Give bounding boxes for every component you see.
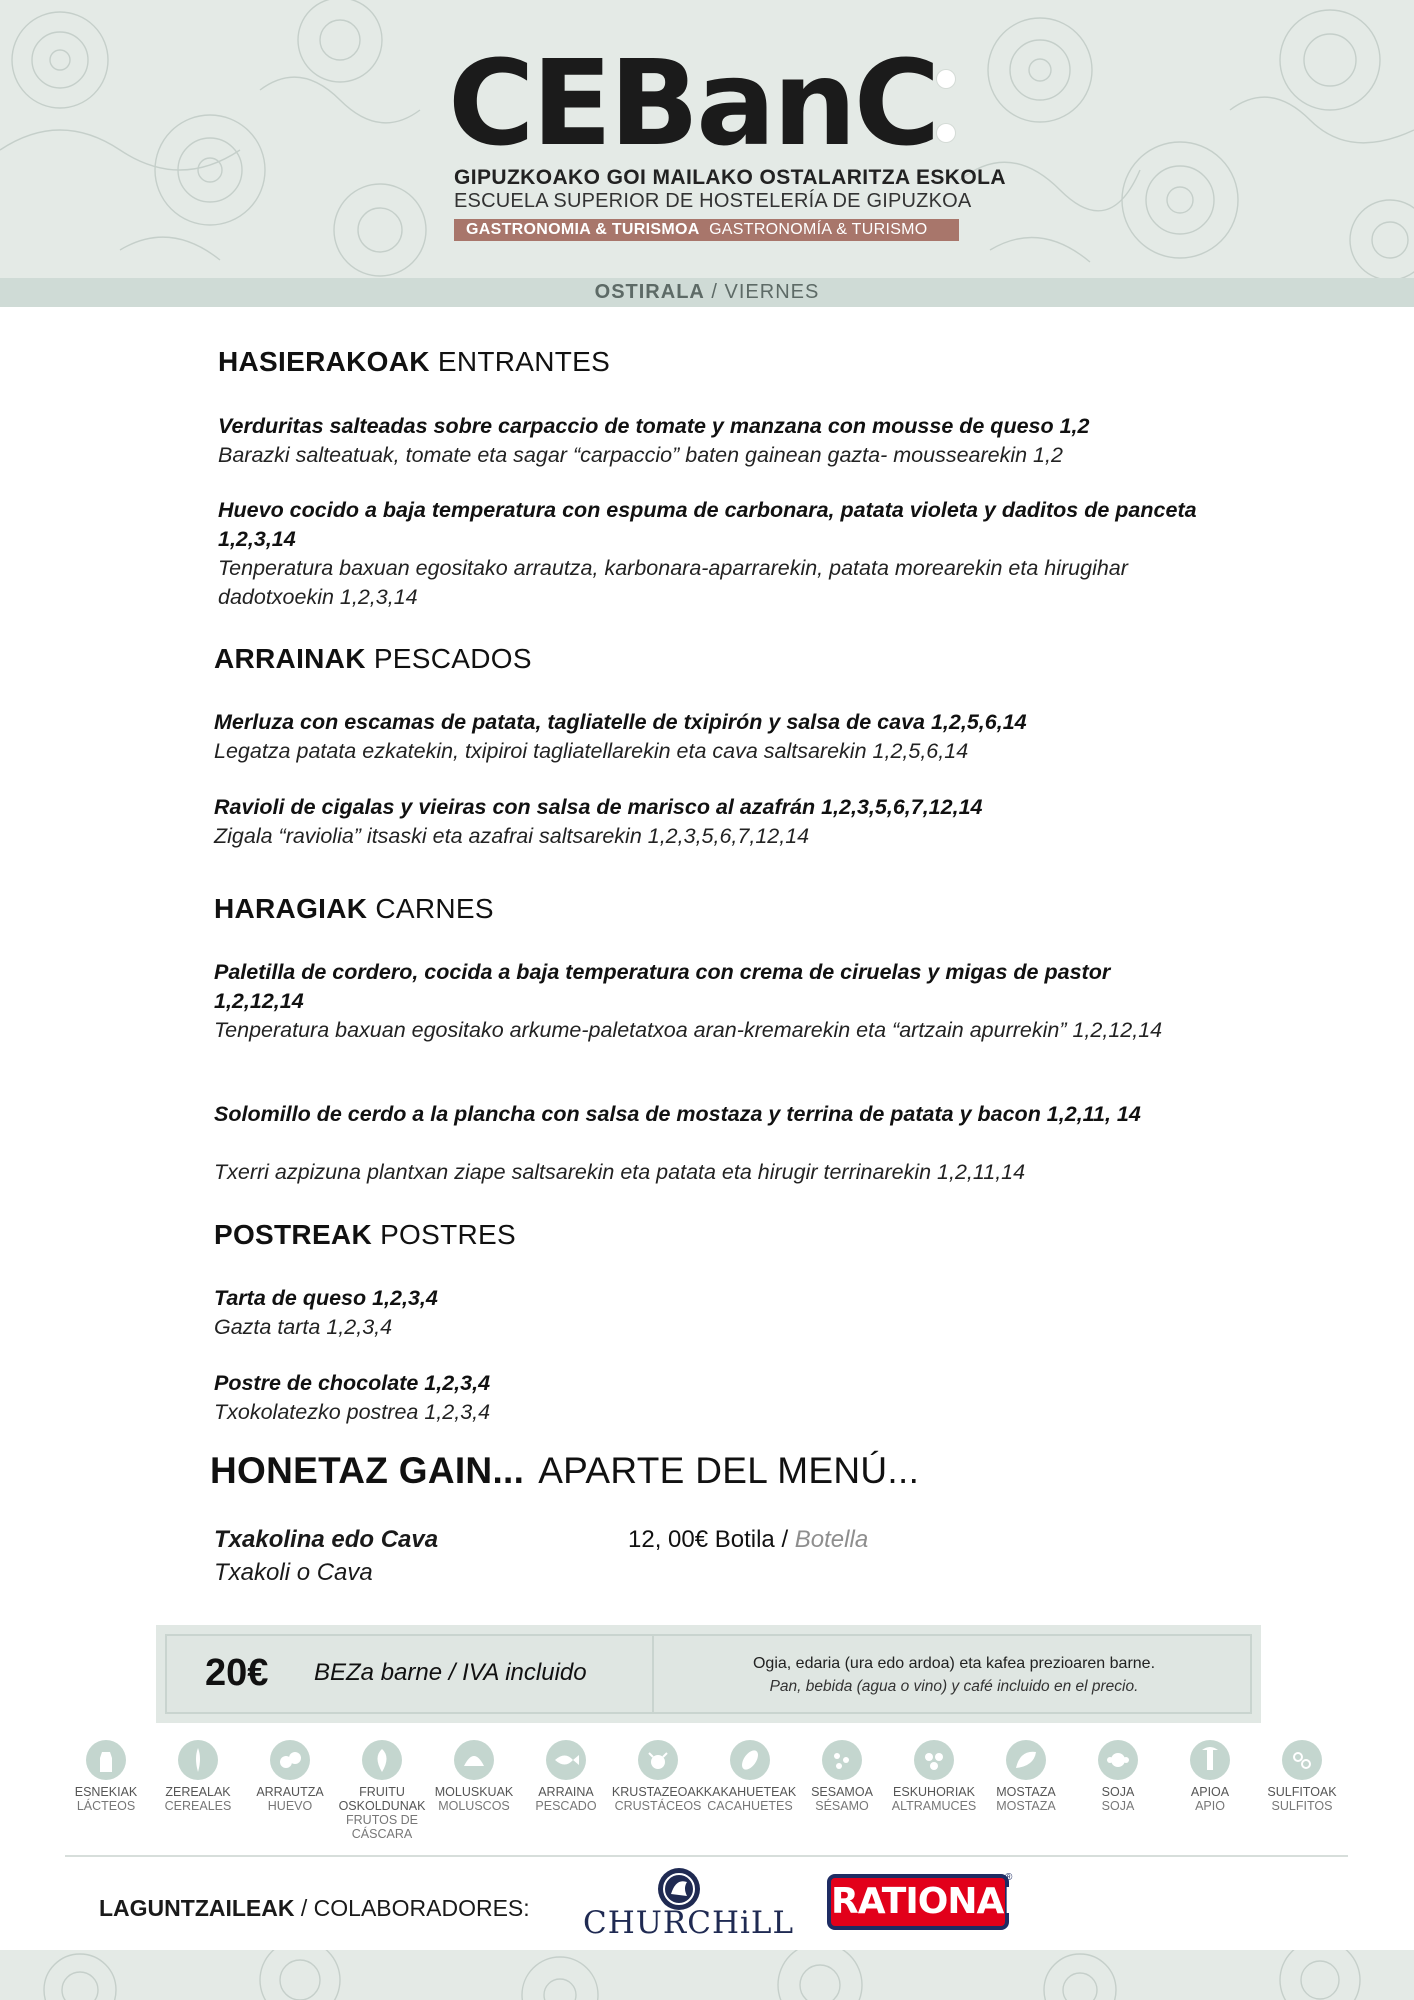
menu-price: 20€ xyxy=(205,1652,269,1694)
allergen-name-es: CRUSTÁCEOS xyxy=(614,1799,702,1813)
dish-name-es: Merluza con escamas de patata, tagliatelle de txipirón y salsa de cava 1,2,5,6,14 xyxy=(214,710,1027,734)
section-title-es: CARNES xyxy=(375,893,494,924)
allergen-name-es: FRUTOS DE CÁSCARA xyxy=(346,1813,418,1841)
sulphite-icon xyxy=(1282,1740,1322,1780)
allergen-name-es: MOSTAZA xyxy=(996,1799,1056,1813)
dish-name-es: Paletilla de cordero, cocida a baja temperatura con crema de ciruelas y migas de pastor 1,2,12,14 xyxy=(214,960,1111,1013)
peanut-icon xyxy=(730,1740,770,1780)
section-title-starters xyxy=(218,346,610,378)
allergen-name-es: CACAHUETES xyxy=(707,1799,793,1813)
allergen-item xyxy=(148,1740,248,1813)
allergen-name-es: LÁCTEOS xyxy=(76,1799,136,1813)
dish-name-eu: Tenperatura baxuan egositako arrautza, karbonara-aparrarekin, patata morearekin eta hirugihar dadotxoekin 1,2,3,14 xyxy=(218,556,1128,609)
price-note-eu: Ogia, edaria (ura edo ardoa) eta kafea prezioaren barne. xyxy=(752,1655,1156,1672)
allergen-name-eu: ARRAINA xyxy=(538,1785,594,1799)
dish-name-es: Postre de chocolate 1,2,3,4 xyxy=(214,1371,491,1395)
allergen-name-eu: ESKUHORIAK xyxy=(893,1785,975,1799)
dish-name-eu: Zigala “raviolia” itsaski eta azafrai saltsarekin 1,2,3,5,6,7,12,14 xyxy=(214,824,810,848)
allergen-name-es: CEREALES xyxy=(164,1799,232,1813)
allergen-name-es: HUEVO xyxy=(267,1799,313,1813)
school-name-eu: GIPUZKOAKO GOI MAILAKO OSTALARITZA ESKOLA xyxy=(454,166,1006,189)
dish-name-eu: Barazki salteatuak, tomate eta sagar “carpaccio” baten gainean gazta- moussearekin 1,2 xyxy=(218,443,1063,467)
allergen-item xyxy=(976,1740,1076,1813)
allergen-item xyxy=(1252,1740,1352,1813)
dish-name-eu: Legatza patata ezkatekin, txipiroi tagliatellarekin eta cava saltsarekin 1,2,5,6,14 xyxy=(214,739,969,763)
allergen-name-es: MOLUSCOS xyxy=(438,1799,510,1813)
drink-price-unit-es: Botella xyxy=(794,1526,869,1553)
allergen-item xyxy=(240,1740,340,1813)
mustard-icon xyxy=(1006,1740,1046,1780)
dish-name-eu: Txerri azpizuna plantxan ziape saltsarekin eta patata eta hirugir terrinarekin 1,2,11,14 xyxy=(214,1160,1026,1184)
allergen-name-es: SÉSAMO xyxy=(815,1799,869,1813)
allergen-name-eu: ZEREALAK xyxy=(165,1785,231,1799)
egg-icon xyxy=(270,1740,310,1780)
allergen-name-es: SOJA xyxy=(1101,1799,1135,1813)
shell-icon xyxy=(454,1740,494,1780)
price-box-inner xyxy=(165,1634,1252,1714)
allergen-name-eu: ARRAUTZA xyxy=(256,1785,324,1799)
lupin-icon xyxy=(914,1740,954,1780)
drink-price xyxy=(628,1526,868,1554)
allergen-name-eu: MOLUSKUAK xyxy=(434,1785,514,1799)
section-title-meat xyxy=(214,893,494,925)
vat-included: BEZa barne / IVA incluido xyxy=(314,1659,587,1686)
extras-title-es: APARTE DEL MENÚ... xyxy=(538,1450,920,1491)
allergen-item xyxy=(424,1740,524,1813)
band-eu: GASTRONOMIA & TURISMOA xyxy=(466,221,700,238)
section-title-es: POSTRES xyxy=(380,1219,516,1250)
section-title-es: PESCADOS xyxy=(373,643,532,674)
allergen-name-eu: MOSTAZA xyxy=(996,1785,1056,1799)
allergen-item xyxy=(700,1740,800,1813)
allergen-name-eu: SOJA xyxy=(1101,1785,1135,1799)
soy-icon xyxy=(1098,1740,1138,1780)
sponsors-label xyxy=(99,1895,530,1922)
allergen-name-eu: SESAMOA xyxy=(811,1785,873,1799)
wheat-icon xyxy=(178,1740,218,1780)
day-eu: OSTIRALA xyxy=(594,281,705,303)
rational-logo: RATIONAL xyxy=(827,1874,1009,1930)
extras-title-eu: HONETAZ GAIN... xyxy=(210,1450,525,1491)
section-title-es: ENTRANTES xyxy=(437,346,611,377)
dish-name-es: Huevo cocido a baja temperatura con espuma de carbonara, patata violeta y daditos de panceta 1,2,3,14 xyxy=(218,498,1197,551)
header xyxy=(0,0,1414,278)
band-es: GASTRONOMÍA & TURISMO xyxy=(709,221,928,238)
allergen-name-es: APIO xyxy=(1195,1799,1225,1813)
section-title-eu: HASIERAKOAK xyxy=(218,346,430,377)
dish-name-eu: Gazta tarta 1,2,3,4 xyxy=(214,1315,393,1339)
dish-name-es: Solomillo de cerdo a la plancha con salsa de mostaza y terrina de patata y bacon 1,2,11, 14 xyxy=(214,1102,1141,1126)
dish-name-eu: Tenperatura baxuan egositako arkume-paletatxoa aran-kremarekin eta “artzain apurrekin” 1,2,12,14 xyxy=(214,1018,1163,1042)
dish-name-es: Verduritas salteadas sobre carpaccio de tomate y manzana con mousse de queso 1,2 xyxy=(218,414,1090,438)
allergen-name-es: ALTRAMUCES xyxy=(891,1799,977,1813)
drink-price-value: 12, 00€ Botila / xyxy=(628,1526,795,1553)
price-divider xyxy=(652,1636,654,1712)
extras-title xyxy=(210,1450,919,1492)
allergen-name-eu: SULFITOAK xyxy=(1267,1785,1337,1799)
day-es: VIERNES xyxy=(724,281,820,303)
allergen-item xyxy=(1160,1740,1260,1813)
dish-name-eu: Txokolatezko postrea 1,2,3,4 xyxy=(214,1400,491,1424)
allergen-item xyxy=(332,1740,432,1841)
logo-colon xyxy=(937,70,955,142)
allergen-name-eu: FRUITU OSKOLDUNAK xyxy=(338,1785,426,1813)
allergen-item xyxy=(1068,1740,1168,1813)
allergen-name-eu: ESNEKIAK xyxy=(74,1785,138,1799)
allergen-item xyxy=(56,1740,156,1813)
day-bar xyxy=(0,278,1414,307)
churchill-logo: CHURCHiLL xyxy=(583,1905,795,1941)
sesame-icon xyxy=(822,1740,862,1780)
school-name-es: ESCUELA SUPERIOR DE HOSTELERÍA DE GIPUZKOA xyxy=(454,190,972,212)
milk-icon xyxy=(86,1740,126,1780)
day-separator: / xyxy=(704,281,725,303)
allergen-name-eu: KRUSTAZEOAK xyxy=(611,1785,705,1799)
price-box xyxy=(156,1625,1261,1723)
allergen-name-es: SULFITOS xyxy=(1271,1799,1333,1813)
bottom-floral-band xyxy=(0,1950,1414,2000)
logo-wordmark: CEBanC xyxy=(448,34,938,172)
bottom-floral-pattern xyxy=(0,1950,1414,2000)
fish-icon xyxy=(546,1740,586,1780)
celery-icon xyxy=(1190,1740,1230,1780)
sponsors-label-eu: LAGUNTZAILEAK xyxy=(99,1895,295,1921)
allergen-item xyxy=(608,1740,708,1813)
drink-name-eu: Txakolina edo Cava xyxy=(214,1526,439,1553)
allergen-name-es: PESCADO xyxy=(535,1799,597,1813)
logo-band xyxy=(454,219,959,241)
allergen-name-eu: APIOA xyxy=(1190,1785,1230,1799)
allergen-item xyxy=(516,1740,616,1813)
nut-icon xyxy=(362,1740,402,1780)
price-note-es: Pan, bebida (agua o vino) y café incluido en el precio. xyxy=(769,1678,1139,1695)
section-title-eu: ARRAINAK xyxy=(214,643,366,674)
allergen-item xyxy=(884,1740,984,1813)
section-title-eu: HARAGIAK xyxy=(214,893,368,924)
footer-divider xyxy=(65,1855,1348,1857)
section-title-fish xyxy=(214,643,532,675)
dish-name-es: Tarta de queso 1,2,3,4 xyxy=(214,1286,438,1310)
rational-registered-mark: ® xyxy=(1005,1872,1013,1883)
allergen-item xyxy=(792,1740,892,1813)
sponsors-label-sep: / xyxy=(294,1895,314,1921)
section-title-eu: POSTREAK xyxy=(214,1219,372,1250)
allergen-name-eu: KAKAHUETEAK xyxy=(703,1785,797,1799)
dish-name-es: Ravioli de cigalas y vieiras con salsa de marisco al azafrán 1,2,3,5,6,7,12,14 xyxy=(214,795,983,819)
crab-icon xyxy=(638,1740,678,1780)
section-title-desserts xyxy=(214,1219,516,1251)
sponsors-label-es: COLABORADORES: xyxy=(313,1895,530,1921)
drink-name-es: Txakoli o Cava xyxy=(214,1559,373,1586)
